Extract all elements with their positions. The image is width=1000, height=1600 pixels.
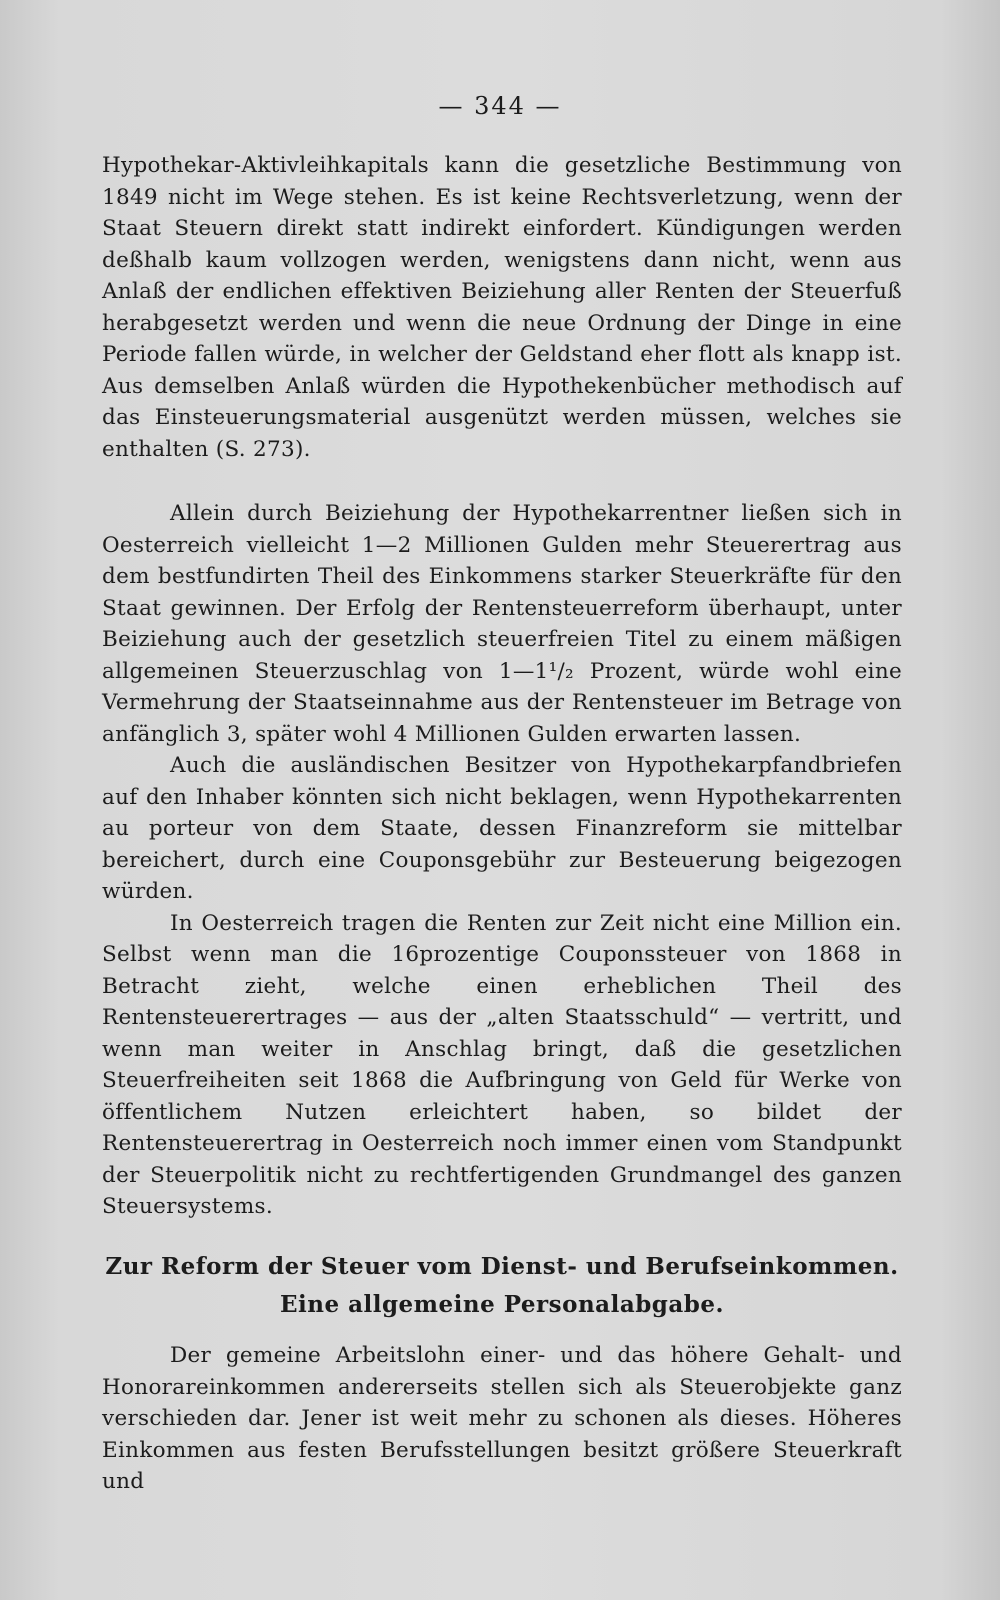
- text-block-top: [102, 150, 902, 1223]
- text-block-bottom: [102, 1340, 902, 1498]
- paragraph-hypothekarrentner: Allein durch Beiziehung der Hypothekarrentner ließen sich in Oesterreich vielleicht 1—2 Millionen Gulden mehr Steuerertrag aus dem bestfundirten Theil des Einkommens starker Steuerkräfte für den Staat gewinnen. Der Erfolg der Rentensteuerreform überhaupt, unter Beiziehung auch der gesetzlich steuerfreien Titel zu einem mäßigen allgemeinen Steuerzuschlag von 1—1¹/₂ Prozent, würde wohl eine Vermehrung der Staatseinnahme aus der Rentensteuer im Betrage von anfänglich 3, später wohl 4 Millionen Gulden erwarten lassen.: [102, 501, 902, 747]
- paragraph-arbeitslohn: Der gemeine Arbeitslohn einer- und das höhere Gehalt- und Honorareinkommen andererseits stellen sich als Steuerobjekte ganz verschieden dar. Jener ist weit mehr zu schonen als dieses. Höheres Einkommen aus festen Berufsstellungen besitzt größere Steuerkraft und: [102, 1343, 902, 1494]
- paragraph-oesterreich-renten: In Oesterreich tragen die Renten zur Zeit nicht eine Million ein. Selbst wenn man die 16prozentige Couponssteuer von 1868 in Betracht zieht, welche einen erheblichen Theil des Rentensteuerertrages — aus der „alten Staatsschuld“ — vertritt, und wenn man weiter in Anschlag bringt, daß die gesetzlichen Steuerfreiheiten seit 1868 die Aufbringung von Geld für Werke von öffentlichem Nutzen erleichtert haben, so bildet der Rentensteuerertrag in Oesterreich noch immer einen vom Standpunkt der Steuerpolitik nicht zu rechtfertigenden Grundmangel des ganzen Steuersystems.: [102, 910, 902, 1219]
- paragraph-auslaendische-besitzer: Auch die ausländischen Besitzer von Hypothekarpfandbriefen auf den Inhaber könnten sich nicht beklagen, wenn Hypothekarrenten au porteur von dem Staate, dessen Finanzreform sie mittelbar bereichert, durch eine Couponsgebühr zur Besteuerung beigezogen würden.: [102, 753, 902, 904]
- section-heading: Zur Reform der Steuer vom Dienst- und Berufseinkommen. Eine allgemeine Personalabgabe.: [105, 1253, 899, 1318]
- page-number: — 344 —: [438, 92, 562, 120]
- paragraph-continuation: Hypothekar-Aktivleihkapitals kann die gesetzliche Bestimmung von 1849 nicht im Wege stehen. Es ist keine Rechtsverletzung, wenn der Staat Steuern direkt statt indirekt einfordert. Kündigungen werden deßhalb kaum vollzogen werden, wenigstens dann nicht, wenn aus Anlaß der endlichen effektiven Beiziehung aller Renten der Steuerfuß herabgesetzt werden und wenn die neue Ordnung der Dinge in eine Periode fallen würde, in welcher der Geldstand eher flott als knapp ist. Aus demselben Anlaß würden die Hypothekenbücher methodisch auf das Einsteuerungsmaterial ausgenützt werden müssen, welches sie enthalten (S. 273).: [102, 153, 902, 462]
